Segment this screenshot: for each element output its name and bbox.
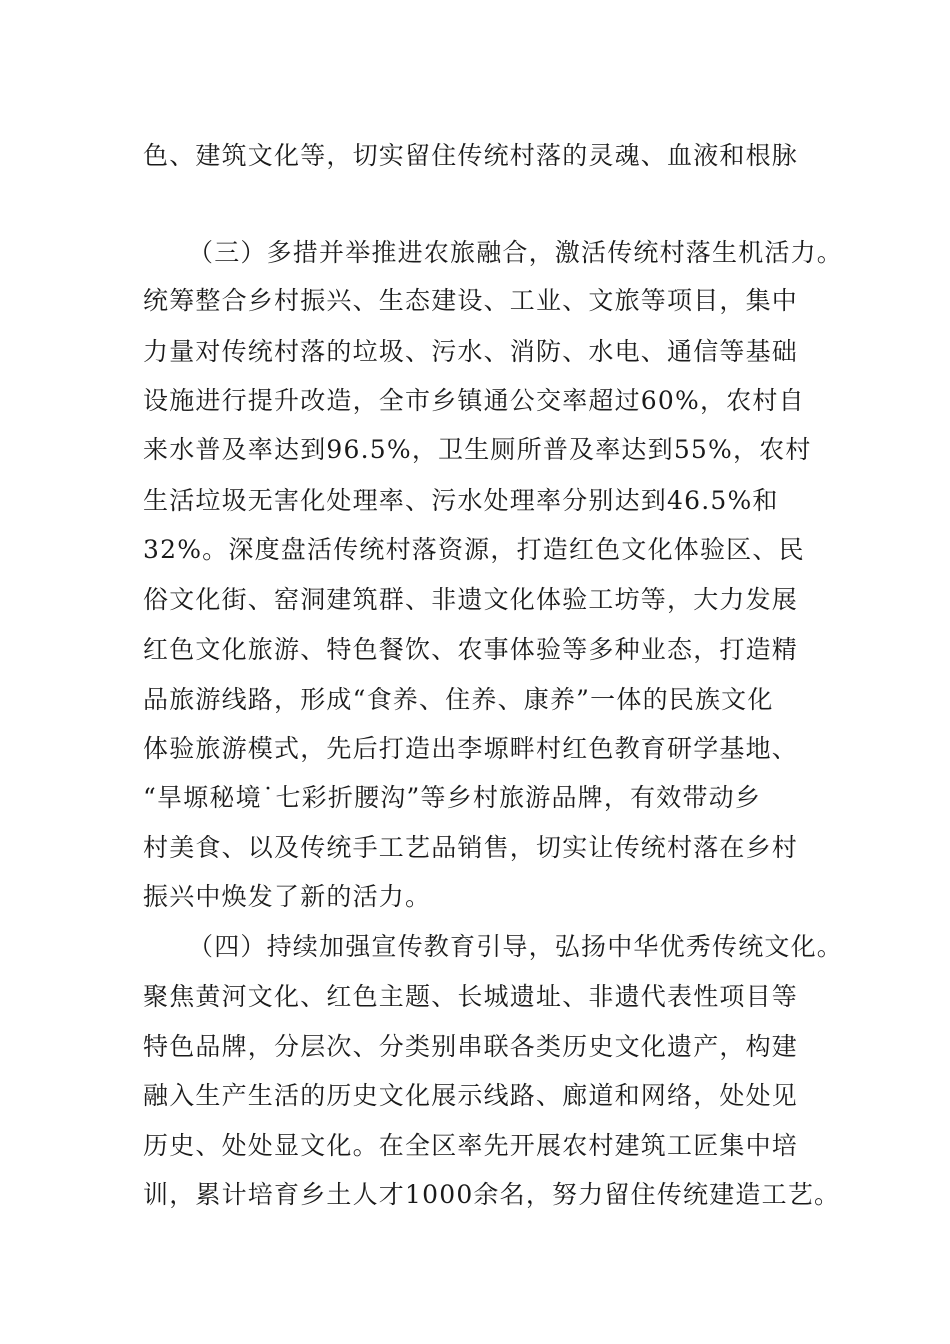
text-line: 历史、处处显文化。在全区率先开展农村建筑工匠集中培 [143,1131,799,1160]
text-line: 力量对传统村落的垃圾、污水、消防、水电、通信等基础 [143,337,799,366]
text-line: 特色品牌，分层次、分类别串联各类历史文化遗产，构建 [143,1032,799,1061]
text-line: 聚焦黄河文化、红色主题、长城遗址、非遗代表性项目等 [143,982,799,1011]
text-line: 村美食、以及传统手工艺品销售，切实让传统村落在乡村 [143,833,799,862]
text-line: 来水普及率达到96.5%，卫生厕所普及率达到55%，农村 [143,435,812,464]
text-line: 统筹整合乡村振兴、生态建设、工业、文旅等项目，集中 [143,286,799,315]
text-line: 体验旅游模式，先后打造出李塬畔村红色教育研学基地、 [143,734,799,763]
text-line: 红色文化旅游、特色餐饮、农事体验等多种业态，打造精 [143,635,799,664]
text-line: 振兴中焕发了新的活力。 [143,882,432,911]
text-line: 32%。深度盘活传统村落资源，打造红色文化体验区、民 [143,535,805,564]
text-line: 生活垃圾无害化处理率、污水处理率分别达到46.5%和 [143,486,779,515]
text-line: 融入生产生活的历史文化展示线路、廊道和网络，处处见 [143,1081,799,1110]
text-line: 设施进行提升改造，全市乡镇通公交率超过60%，农村自 [143,386,805,415]
text-line: 俗文化街、窑洞建筑群、非遗文化体验工坊等，大力发展 [143,585,799,614]
text-line: 色、建筑文化等，切实留住传统村落的灵魂、血液和根脉 [143,141,799,170]
text-line: “旱塬秘境˙七彩折腰沟”等乡村旅游品牌，有效带动乡 [143,783,762,812]
section-heading-three: （三）多措并举推进农旅融合，激活传统村落生机活力。 [188,238,844,267]
text-line: 训，累计培育乡土人才1000余名，努力留住传统建造工艺。 [143,1180,841,1209]
text-line: 品旅游线路，形成“食养、住养、康养”一体的民族文化 [143,685,774,714]
section-heading-four: （四）持续加强宣传教育引导，弘扬中华优秀传统文化。 [188,932,844,961]
